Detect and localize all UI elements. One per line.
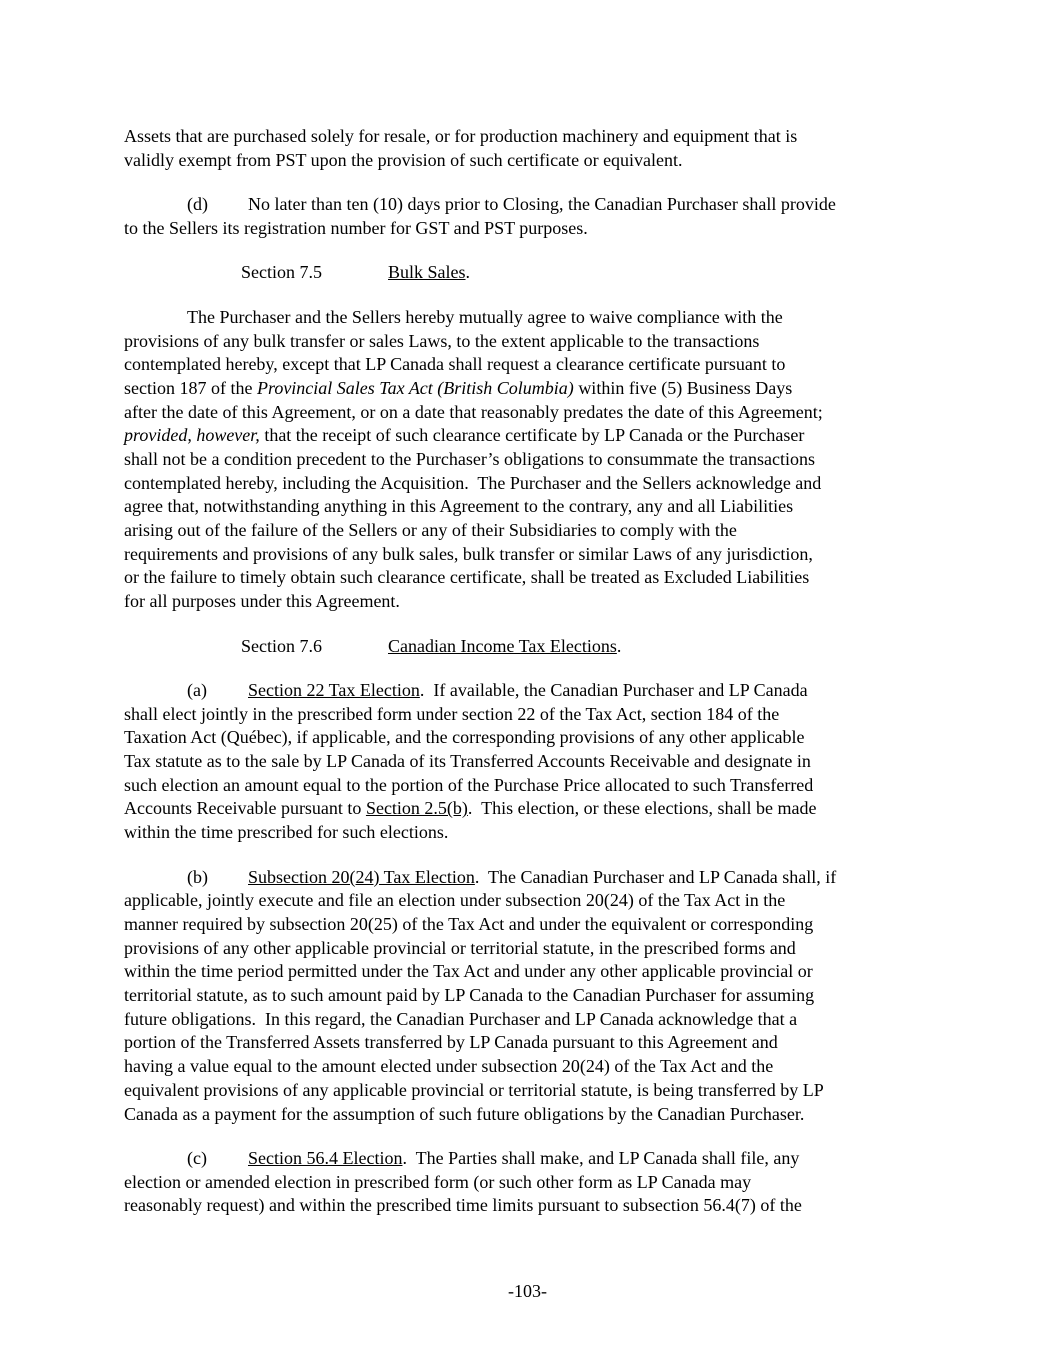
- text-run: . This election, or these elections, shall be made: [467, 798, 817, 819]
- underlined-text: Section 2.5(b): [365, 798, 468, 819]
- text-line: [124, 149, 944, 173]
- text-run: shall not be a condition precedent to the Purchaser’s obligations to consummate the transactions: [124, 448, 815, 469]
- text-line: [124, 193, 944, 217]
- section-7-5-paragraph: [124, 306, 944, 614]
- text-line: [124, 866, 944, 890]
- section-number: Section 7.6: [241, 635, 322, 656]
- text-run: validly exempt from PST upon the provision of such certificate or equivalent.: [124, 149, 683, 170]
- text-line: [124, 703, 944, 727]
- text-line: [124, 774, 944, 798]
- text-run: future obligations. In this regard, the Canadian Purchaser and LP Canada acknowledge that a: [124, 1008, 798, 1029]
- text-line: [124, 1194, 944, 1218]
- text-run: that the receipt of such clearance certificate by LP Canada or the Purchaser: [259, 425, 805, 446]
- text-run: within the time prescribed for such elections.: [124, 822, 449, 843]
- text-line: [124, 125, 944, 149]
- text-line: [124, 495, 944, 519]
- text-run: provisions of any other applicable provincial or territorial statute, in the prescribed forms and: [124, 937, 796, 958]
- paragraph-b: [124, 866, 944, 1127]
- text-line: [124, 353, 944, 377]
- text-line: [124, 519, 944, 543]
- section-number: Section 7.5: [241, 262, 322, 283]
- document-body: [124, 125, 944, 1239]
- underlined-text: Subsection 20(24) Tax Election: [248, 866, 475, 887]
- text-run: territorial statute, as to such amount paid by LP Canada to the Canadian Purchaser for assuming: [124, 985, 815, 1006]
- text-line: [124, 330, 944, 354]
- text-run: .: [465, 262, 471, 283]
- underlined-text: Bulk Sales: [388, 262, 466, 283]
- text-run: The Purchaser and the Sellers hereby mutually agree to waive compliance with the: [187, 306, 783, 327]
- text-run: Accounts Receivable pursuant to: [124, 798, 366, 819]
- paragraph-d: [124, 193, 944, 240]
- text-run: contemplated hereby, including the Acquisition. The Purchaser and the Sellers acknowledge and: [124, 472, 822, 493]
- paragraph-label: (b): [187, 866, 208, 887]
- text-run: such election an amount equal to the portion of the Purchase Price allocated to such Transferred: [124, 774, 814, 795]
- text-run: contemplated hereby, except that LP Canada shall request a clearance certificate pursuant to: [124, 354, 786, 375]
- text-run: . The Canadian Purchaser and LP Canada shall, if: [474, 866, 837, 887]
- text-line: [124, 821, 944, 845]
- text-run: requirements and provisions of any bulk sales, bulk transfer or similar Laws of any jurisdiction,: [124, 543, 813, 564]
- text-run: within the time period permitted under the Tax Act and under any other applicable provincial or: [124, 961, 813, 982]
- text-line: [124, 261, 944, 285]
- text-run: Canada as a payment for the assumption of such future obligations by the Canadian Purchaser.: [124, 1103, 805, 1124]
- text-run: agree that, notwithstanding anything in this Agreement to the contrary, any and all Liabilities: [124, 496, 794, 517]
- underlined-text: Canadian Income Tax Elections: [388, 635, 617, 656]
- text-line: [124, 1031, 944, 1055]
- text-run: having a value equal to the amount elected under subsection 20(24) of the Tax Act and the: [124, 1056, 774, 1077]
- text-run: . If available, the Canadian Purchaser and LP Canada: [419, 680, 808, 701]
- paragraph-label: (a): [187, 680, 207, 701]
- carryover-paragraph: [124, 125, 944, 172]
- text-run: section 187 of the: [124, 377, 257, 398]
- text-line: [124, 726, 944, 750]
- text-line: [124, 472, 944, 496]
- italic-text: provided, however,: [124, 425, 260, 446]
- text-line: [124, 1147, 944, 1171]
- text-line: [124, 1079, 944, 1103]
- text-line: [124, 937, 944, 961]
- text-run: shall elect jointly in the prescribed form under section 22 of the Tax Act, section 184 of the: [124, 703, 780, 724]
- text-run: No later than ten (10) days prior to Closing, the Canadian Purchaser shall provide: [248, 194, 836, 215]
- text-run: to the Sellers its registration number for GST and PST purposes.: [124, 217, 588, 238]
- underlined-text: Section 56.4 Election: [248, 1148, 403, 1169]
- text-run: arising out of the failure of the Sellers or any of their Subsidiaries to comply with the: [124, 520, 737, 541]
- text-line: [124, 448, 944, 472]
- text-line: [124, 984, 944, 1008]
- text-run: or the failure to timely obtain such clearance certificate, shall be treated as Excluded Liabilities: [124, 567, 810, 588]
- text-line: [124, 590, 944, 614]
- text-line: [124, 1008, 944, 1032]
- text-run: after the date of this Agreement, or on a date that reasonably predates the date of this Agreement;: [124, 401, 823, 422]
- text-line: [124, 889, 944, 913]
- text-line: [124, 401, 944, 425]
- text-line: [124, 913, 944, 937]
- text-line: [124, 750, 944, 774]
- text-run: Assets that are purchased solely for resale, or for production machinery and equipment that is: [124, 126, 798, 146]
- text-run: reasonably request) and within the prescribed time limits pursuant to subsection 56.4(7) of the: [124, 1195, 802, 1216]
- text-line: [124, 1055, 944, 1079]
- section-7-5-heading: [124, 261, 944, 285]
- text-run: portion of the Transferred Assets transferred by LP Canada pursuant to this Agreement and: [124, 1032, 778, 1053]
- text-line: [124, 635, 944, 659]
- text-line: [124, 960, 944, 984]
- text-line: [124, 217, 944, 241]
- text-line: [124, 679, 944, 703]
- paragraph-c: [124, 1147, 944, 1218]
- text-line: [124, 1171, 944, 1195]
- text-run: for all purposes under this Agreement.: [124, 591, 400, 612]
- text-run: manner required by subsection 20(25) of the Tax Act and under the equivalent or corresponding: [124, 914, 814, 935]
- section-7-6-heading: [124, 635, 944, 659]
- text-run: within five (5) Business Days: [573, 377, 793, 398]
- italic-text: Provincial Sales Tax Act (British Columbia): [256, 377, 574, 398]
- text-run: applicable, jointly execute and file an election under subsection 20(24) of the Tax Act in the: [124, 890, 786, 911]
- page-number: -103-: [508, 1281, 547, 1301]
- text-run: election or amended election in prescribed form (or such other form as LP Canada may: [124, 1171, 752, 1192]
- text-line: [124, 1103, 944, 1127]
- text-line: [124, 424, 944, 448]
- text-line: [124, 797, 944, 821]
- text-run: provisions of any bulk transfer or sales Laws, to the extent applicable to the transactions: [124, 330, 760, 351]
- text-run: Tax statute as to the sale by LP Canada of its Transferred Accounts Receivable and designate in: [124, 751, 811, 772]
- underlined-text: Section 22 Tax Election: [248, 680, 420, 701]
- text-line: [124, 566, 944, 590]
- paragraph-label: (c): [187, 1148, 207, 1169]
- text-run: .: [616, 635, 622, 656]
- text-run: . The Parties shall make, and LP Canada shall file, any: [402, 1148, 800, 1169]
- text-line: [124, 306, 944, 330]
- paragraph-label: (d): [187, 194, 208, 215]
- text-line: [124, 377, 944, 401]
- text-run: equivalent provisions of any applicable provincial or territorial statute, is being transferred by LP: [124, 1079, 824, 1100]
- paragraph-a: [124, 679, 944, 845]
- text-run: Taxation Act (Québec), if applicable, and the corresponding provisions of any other applicable: [124, 727, 805, 748]
- text-line: [124, 543, 944, 567]
